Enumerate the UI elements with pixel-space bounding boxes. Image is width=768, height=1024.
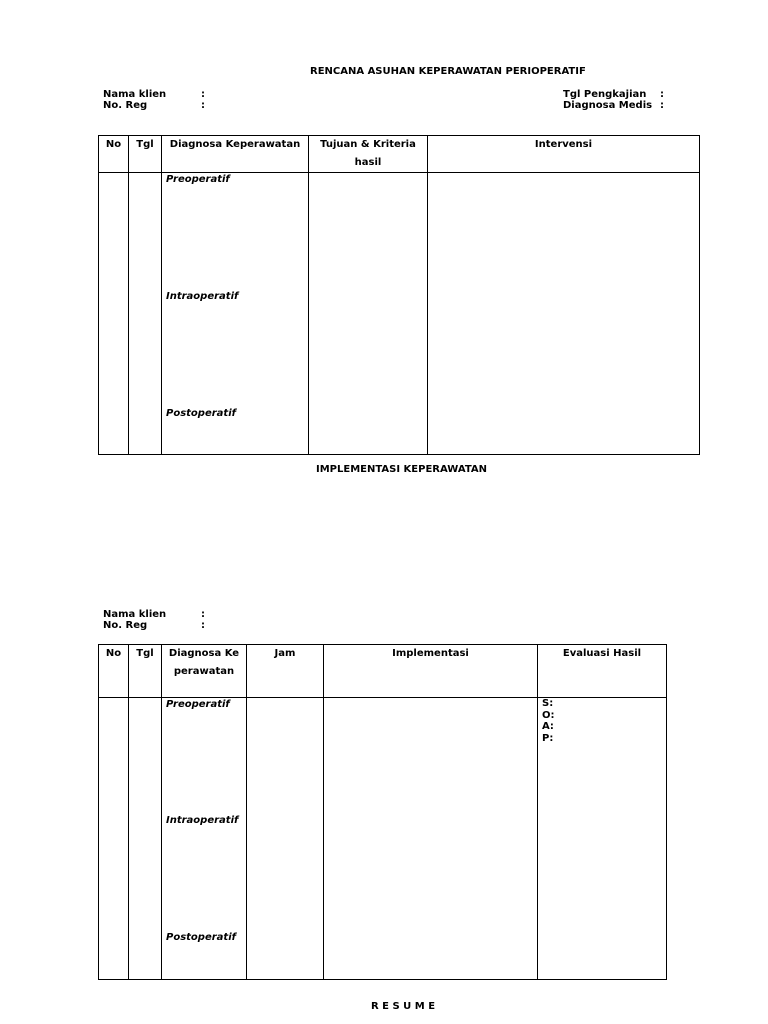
impl-header-diagnosa: Diagnosa Keperawatan [162,645,247,698]
plan-tgl-pengkajian-colon: : [660,89,664,100]
soap-a: A: [542,721,554,732]
impl-nama-klien-label: Nama klien [103,609,167,620]
impl-header-evaluasi: Evaluasi Hasil [538,645,667,698]
plan-no-reg-colon: : [201,100,205,111]
impl-jam-cell[interactable] [247,698,324,980]
impl-header-tgl: Tgl [129,645,162,698]
plan-nama-klien-colon: : [201,89,205,100]
plan-title: RENCANA ASUHAN KEPERAWATAN PERIOPERATIF [310,66,586,77]
impl-header-row [99,645,667,698]
impl-evaluasi-cell[interactable] [538,698,667,980]
impl-header-implementasi: Implementasi [324,645,538,698]
plan-diagnosa-medis-colon: : [660,100,664,111]
impl-body-row [99,698,667,980]
plan-body-row [99,173,700,455]
plan-tgl-pengkajian-label: Tgl Pengkajian [563,89,647,100]
impl-implementasi-cell[interactable] [324,698,538,980]
impl-phase-postoperatif: Postoperatif [166,932,236,943]
impl-tgl-cell[interactable] [129,698,162,980]
plan-header-tujuan: Tujuan & Kriteria hasil [309,136,428,173]
plan-header-tgl: Tgl [129,136,162,173]
plan-phase-preoperatif: Preoperatif [166,174,230,185]
plan-phase-intraoperatif: Intraoperatif [166,291,239,302]
plan-diagnosa-medis-label: Diagnosa Medis [563,100,653,111]
plan-tujuan-cell[interactable] [309,173,428,455]
soap-s: S: [542,698,554,709]
impl-phase-intraoperatif: Intraoperatif [166,815,239,826]
impl-no-reg-colon: : [201,620,205,631]
impl-phase-preoperatif: Preoperatif [166,699,230,710]
plan-table [98,135,700,455]
plan-no-cell[interactable] [99,173,129,455]
plan-phase-postoperatif: Postoperatif [166,408,236,419]
impl-nama-klien-colon: : [201,609,205,620]
plan-intervensi-cell[interactable] [428,173,700,455]
plan-no-reg-label: No. Reg [103,100,148,111]
impl-header-jam: Jam [247,645,324,698]
impl-header-no: No [99,645,129,698]
implementation-table [98,644,667,980]
soap-p: P: [542,732,554,744]
implementation-title: IMPLEMENTASI KEPERAWATAN [316,464,487,475]
impl-no-reg-label: No. Reg [103,620,148,631]
plan-diagnosa-cell[interactable] [162,173,309,455]
plan-nama-klien-label: Nama klien [103,89,167,100]
plan-header-no: No [99,136,129,173]
resume-title: R E S U M E [371,1001,436,1012]
soap-list [542,698,555,744]
impl-diagnosa-cell[interactable] [162,698,247,980]
plan-tgl-cell[interactable] [129,173,162,455]
plan-header-diagnosa: Diagnosa Keperawatan [162,136,309,173]
plan-header-intervensi: Intervensi [428,136,700,173]
soap-o: O: [542,709,555,721]
impl-no-cell[interactable] [99,698,129,980]
plan-header-row [99,136,700,173]
